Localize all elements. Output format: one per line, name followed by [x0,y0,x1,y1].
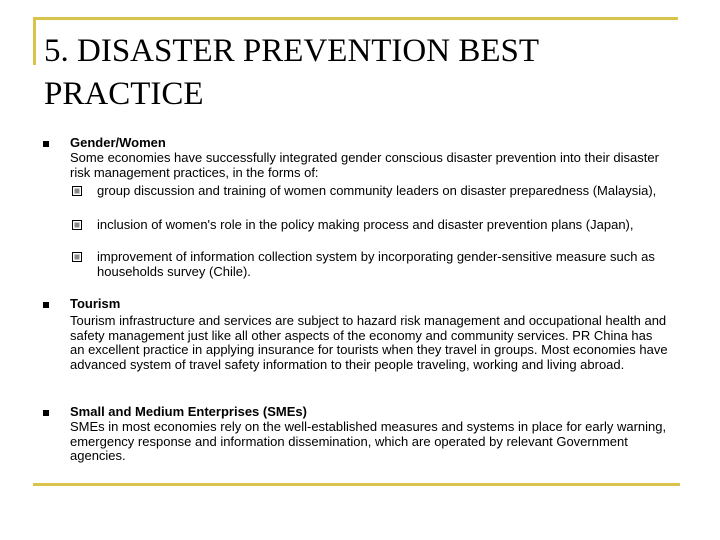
checkbox-bullet-icon [72,252,82,262]
checkbox-bullet-icon [72,220,82,230]
square-bullet-icon [43,302,49,308]
section-body-smes: SMEs in most economies rely on the well-established measures and systems in place for early warning, emergency response and information dissemination, which are operated by relevant Government agencies. [70,419,667,464]
section-body-gender: Some economies have successfully integrated gender conscious disaster prevention into their disaster risk management practices, in the forms of: [70,150,659,180]
section-heading-gender: Gender/Women [70,135,166,150]
square-bullet-icon [43,141,49,147]
section-heading-tourism: Tourism [70,296,121,311]
subitem-japan: inclusion of women's role in the policy making process and disaster prevention plans (Japan), [97,217,634,232]
frame-top-rule [33,17,678,20]
subitem-malaysia: group discussion and training of women community leaders on disaster preparedness (Malaysia), [97,183,657,198]
square-bullet-icon [43,410,49,416]
section-heading-smes: Small and Medium Enterprises (SMEs) [70,404,307,419]
frame-bottom-rule [33,483,680,486]
checkbox-bullet-icon [72,186,82,196]
section-body-tourism: Tourism infrastructure and services are subject to hazard risk management and occupational health and safety management just like all other aspects of the economy and community services. PR China has an excellent practice in applying insurance for tourists when they travel in groups. Most economies have advanced system of travel safety information to their people traveling, working and living abroad. [70,313,668,372]
subitem-chile: improvement of information collection system by incorporating gender-sensitive measure such as households survey (Chile). [97,249,655,279]
frame-left-rule [33,17,36,65]
slide-title: 5. DISASTER PREVENTION BEST PRACTICE [44,33,539,112]
